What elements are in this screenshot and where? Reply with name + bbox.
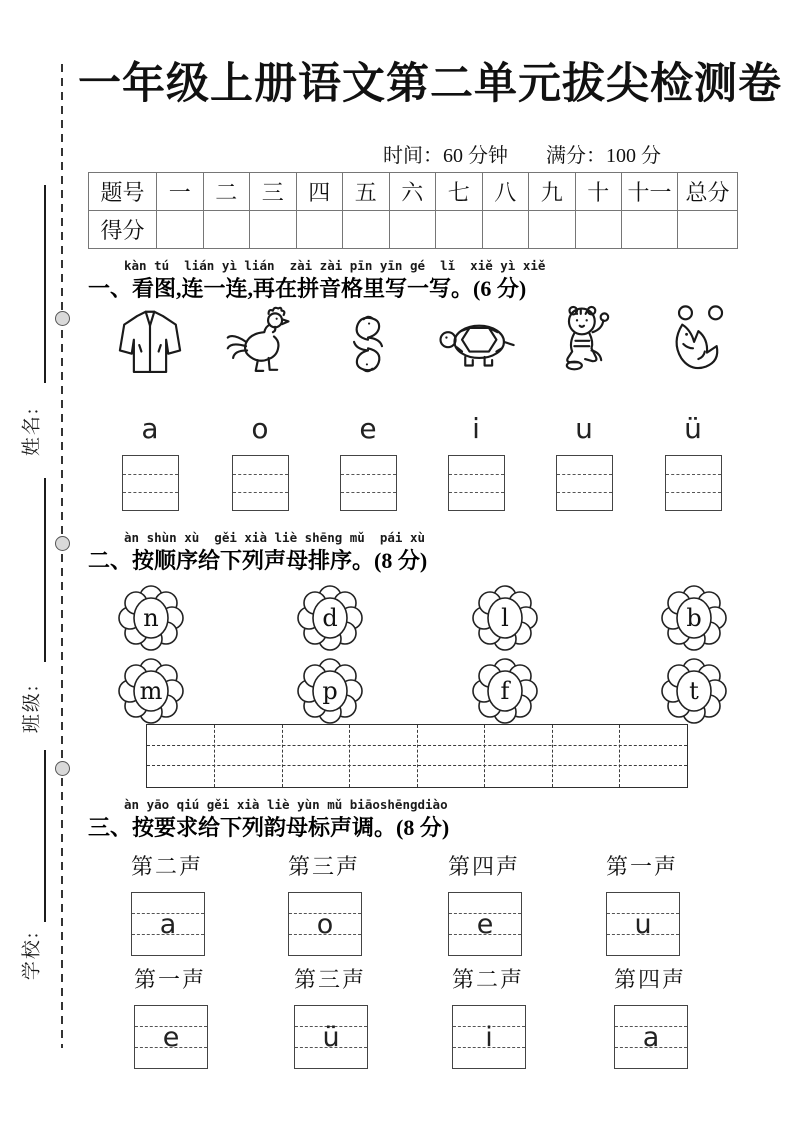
- flower-initial: [297, 655, 363, 727]
- score-table-cell: 五: [343, 173, 390, 211]
- pinyin-writing-box: [340, 455, 397, 511]
- initial-letter: f: [500, 677, 510, 705]
- score-table-cell: 四: [296, 173, 343, 211]
- pinyin-writing-grid: [146, 724, 688, 788]
- pinyin-writing-box: [556, 455, 613, 511]
- tone-letter-box: [288, 892, 362, 956]
- fish-icon: [650, 300, 736, 388]
- tone-letter-box: [294, 1005, 368, 1069]
- pinyin-writing-box: [665, 455, 722, 511]
- score-blank-cell: [203, 211, 250, 249]
- score-table-cell: 七: [436, 173, 483, 211]
- tone-letter-box: [448, 892, 522, 956]
- vowel-letter: o: [316, 908, 334, 940]
- vowel-letter: ü: [684, 412, 702, 445]
- score-table-cell: 八: [482, 173, 529, 211]
- score-table-cell: 三: [250, 173, 297, 211]
- vowel-letter: e: [359, 412, 377, 445]
- flower-initial: [661, 655, 727, 727]
- cut-line-dot: [55, 761, 70, 776]
- flower-initial: [472, 655, 538, 727]
- tone-label: 第二声: [130, 854, 203, 879]
- score-table-cell: 十: [575, 173, 622, 211]
- flower-initial: [472, 582, 538, 654]
- cut-line-dot: [55, 311, 70, 326]
- score-blank-cell: [296, 211, 343, 249]
- page-title: 一年级上册语文第二单元拔尖检测卷: [78, 61, 782, 108]
- score-blank-cell: [343, 211, 390, 249]
- initial-letter: t: [689, 677, 699, 705]
- score-table-header-row: [89, 173, 738, 211]
- section-3-title: 三、按要求给下列韵母标声调。(8 分): [88, 815, 450, 840]
- tone-label: 第二声: [451, 967, 524, 992]
- exam-time: 时间：60 分钟: [383, 145, 508, 167]
- tone-letter-box: [606, 892, 680, 956]
- score-table-cell: 二: [203, 173, 250, 211]
- tiger-icon: [541, 300, 627, 388]
- section-3-pinyin: àn yāo qiú gěi xià liè yùn mǔ biāoshēngdiào: [124, 797, 448, 812]
- pinyin-writing-box: [232, 455, 289, 511]
- initial-letter: m: [139, 677, 163, 705]
- pinyin-writing-box: [448, 455, 505, 511]
- initial-letter: l: [501, 604, 509, 632]
- margin-label-name: 姓名:: [21, 406, 43, 457]
- score-table-cell: 总分: [678, 173, 738, 211]
- tone-letter-box: [614, 1005, 688, 1069]
- flower-initial: [297, 582, 363, 654]
- tone-letter-box: [134, 1005, 208, 1069]
- tone-letter-box: [131, 892, 205, 956]
- score-table-cell: 九: [529, 173, 576, 211]
- section-2-pinyin: àn shùn xù gěi xià liè shēng mǔ pái xù: [124, 530, 426, 545]
- exam-full-score: 满分：100 分: [546, 145, 661, 167]
- rooster-icon: [217, 300, 303, 388]
- tone-label: 第三声: [287, 854, 360, 879]
- score-blank-cell: [529, 211, 576, 249]
- score-blank-cell: [250, 211, 297, 249]
- tone-label: 第一声: [605, 854, 678, 879]
- pinyin-writing-box: [122, 455, 179, 511]
- margin-blank-line: [44, 185, 46, 383]
- vowel-letter: u: [634, 908, 652, 940]
- score-blank-cell: [389, 211, 436, 249]
- section-2-title: 二、按顺序给下列声母排序。(8 分): [88, 548, 428, 573]
- vowel-letter: a: [642, 1021, 660, 1053]
- initial-letter: d: [322, 604, 338, 632]
- vowel-letter: e: [162, 1021, 180, 1053]
- margin-label-school: 学校:: [21, 930, 43, 981]
- initial-letter: b: [686, 604, 702, 632]
- score-table: [88, 172, 738, 249]
- turtle-icon: [433, 300, 519, 388]
- score-label-cell: 得分: [89, 211, 157, 249]
- score-blank-cell: [622, 211, 678, 249]
- vowel-letter: i: [472, 412, 480, 445]
- flower-initial: [118, 655, 184, 727]
- margin-label-class: 班级:: [21, 683, 43, 734]
- tone-letter-box: [452, 1005, 526, 1069]
- vowel-letter: i: [485, 1021, 493, 1053]
- score-table-cell: 题号: [89, 173, 157, 211]
- score-blank-cell: [157, 211, 204, 249]
- cut-line-dot: [55, 536, 70, 551]
- margin-blank-line: [44, 478, 46, 662]
- score-table-cell: 一: [157, 173, 204, 211]
- tone-label: 第四声: [613, 967, 686, 992]
- score-table-score-row: [89, 211, 738, 249]
- margin-blank-line: [44, 750, 46, 922]
- initial-letter: p: [322, 677, 338, 705]
- tone-label: 第四声: [447, 854, 520, 879]
- score-blank-cell: [575, 211, 622, 249]
- coat-icon: [107, 300, 193, 388]
- vowel-letter: e: [476, 908, 494, 940]
- exam-meta: [383, 139, 699, 168]
- flower-initial: [661, 582, 727, 654]
- cut-dashed-line: [61, 64, 63, 1048]
- goose-icon: [325, 300, 411, 388]
- vowel-letter: a: [159, 908, 177, 940]
- section-1-pinyin: kàn tú lián yì lián zài zài pīn yīn gé lǐ xiě yì xiě: [124, 258, 546, 273]
- section-1-title: 一、看图,连一连,再在拼音格里写一写。(6 分): [88, 276, 527, 301]
- score-blank-cell: [436, 211, 483, 249]
- score-table-cell: 六: [389, 173, 436, 211]
- vowel-letter: a: [141, 412, 159, 445]
- vowel-letter: ü: [322, 1021, 340, 1053]
- tone-label: 第一声: [133, 967, 206, 992]
- score-blank-cell: [482, 211, 529, 249]
- vowel-letter: u: [575, 412, 593, 445]
- initial-letter: n: [143, 604, 159, 632]
- score-table-cell: 十一: [622, 173, 678, 211]
- tone-label: 第三声: [293, 967, 366, 992]
- flower-initial: [118, 582, 184, 654]
- vowel-letter: o: [251, 412, 269, 445]
- score-blank-cell: [678, 211, 738, 249]
